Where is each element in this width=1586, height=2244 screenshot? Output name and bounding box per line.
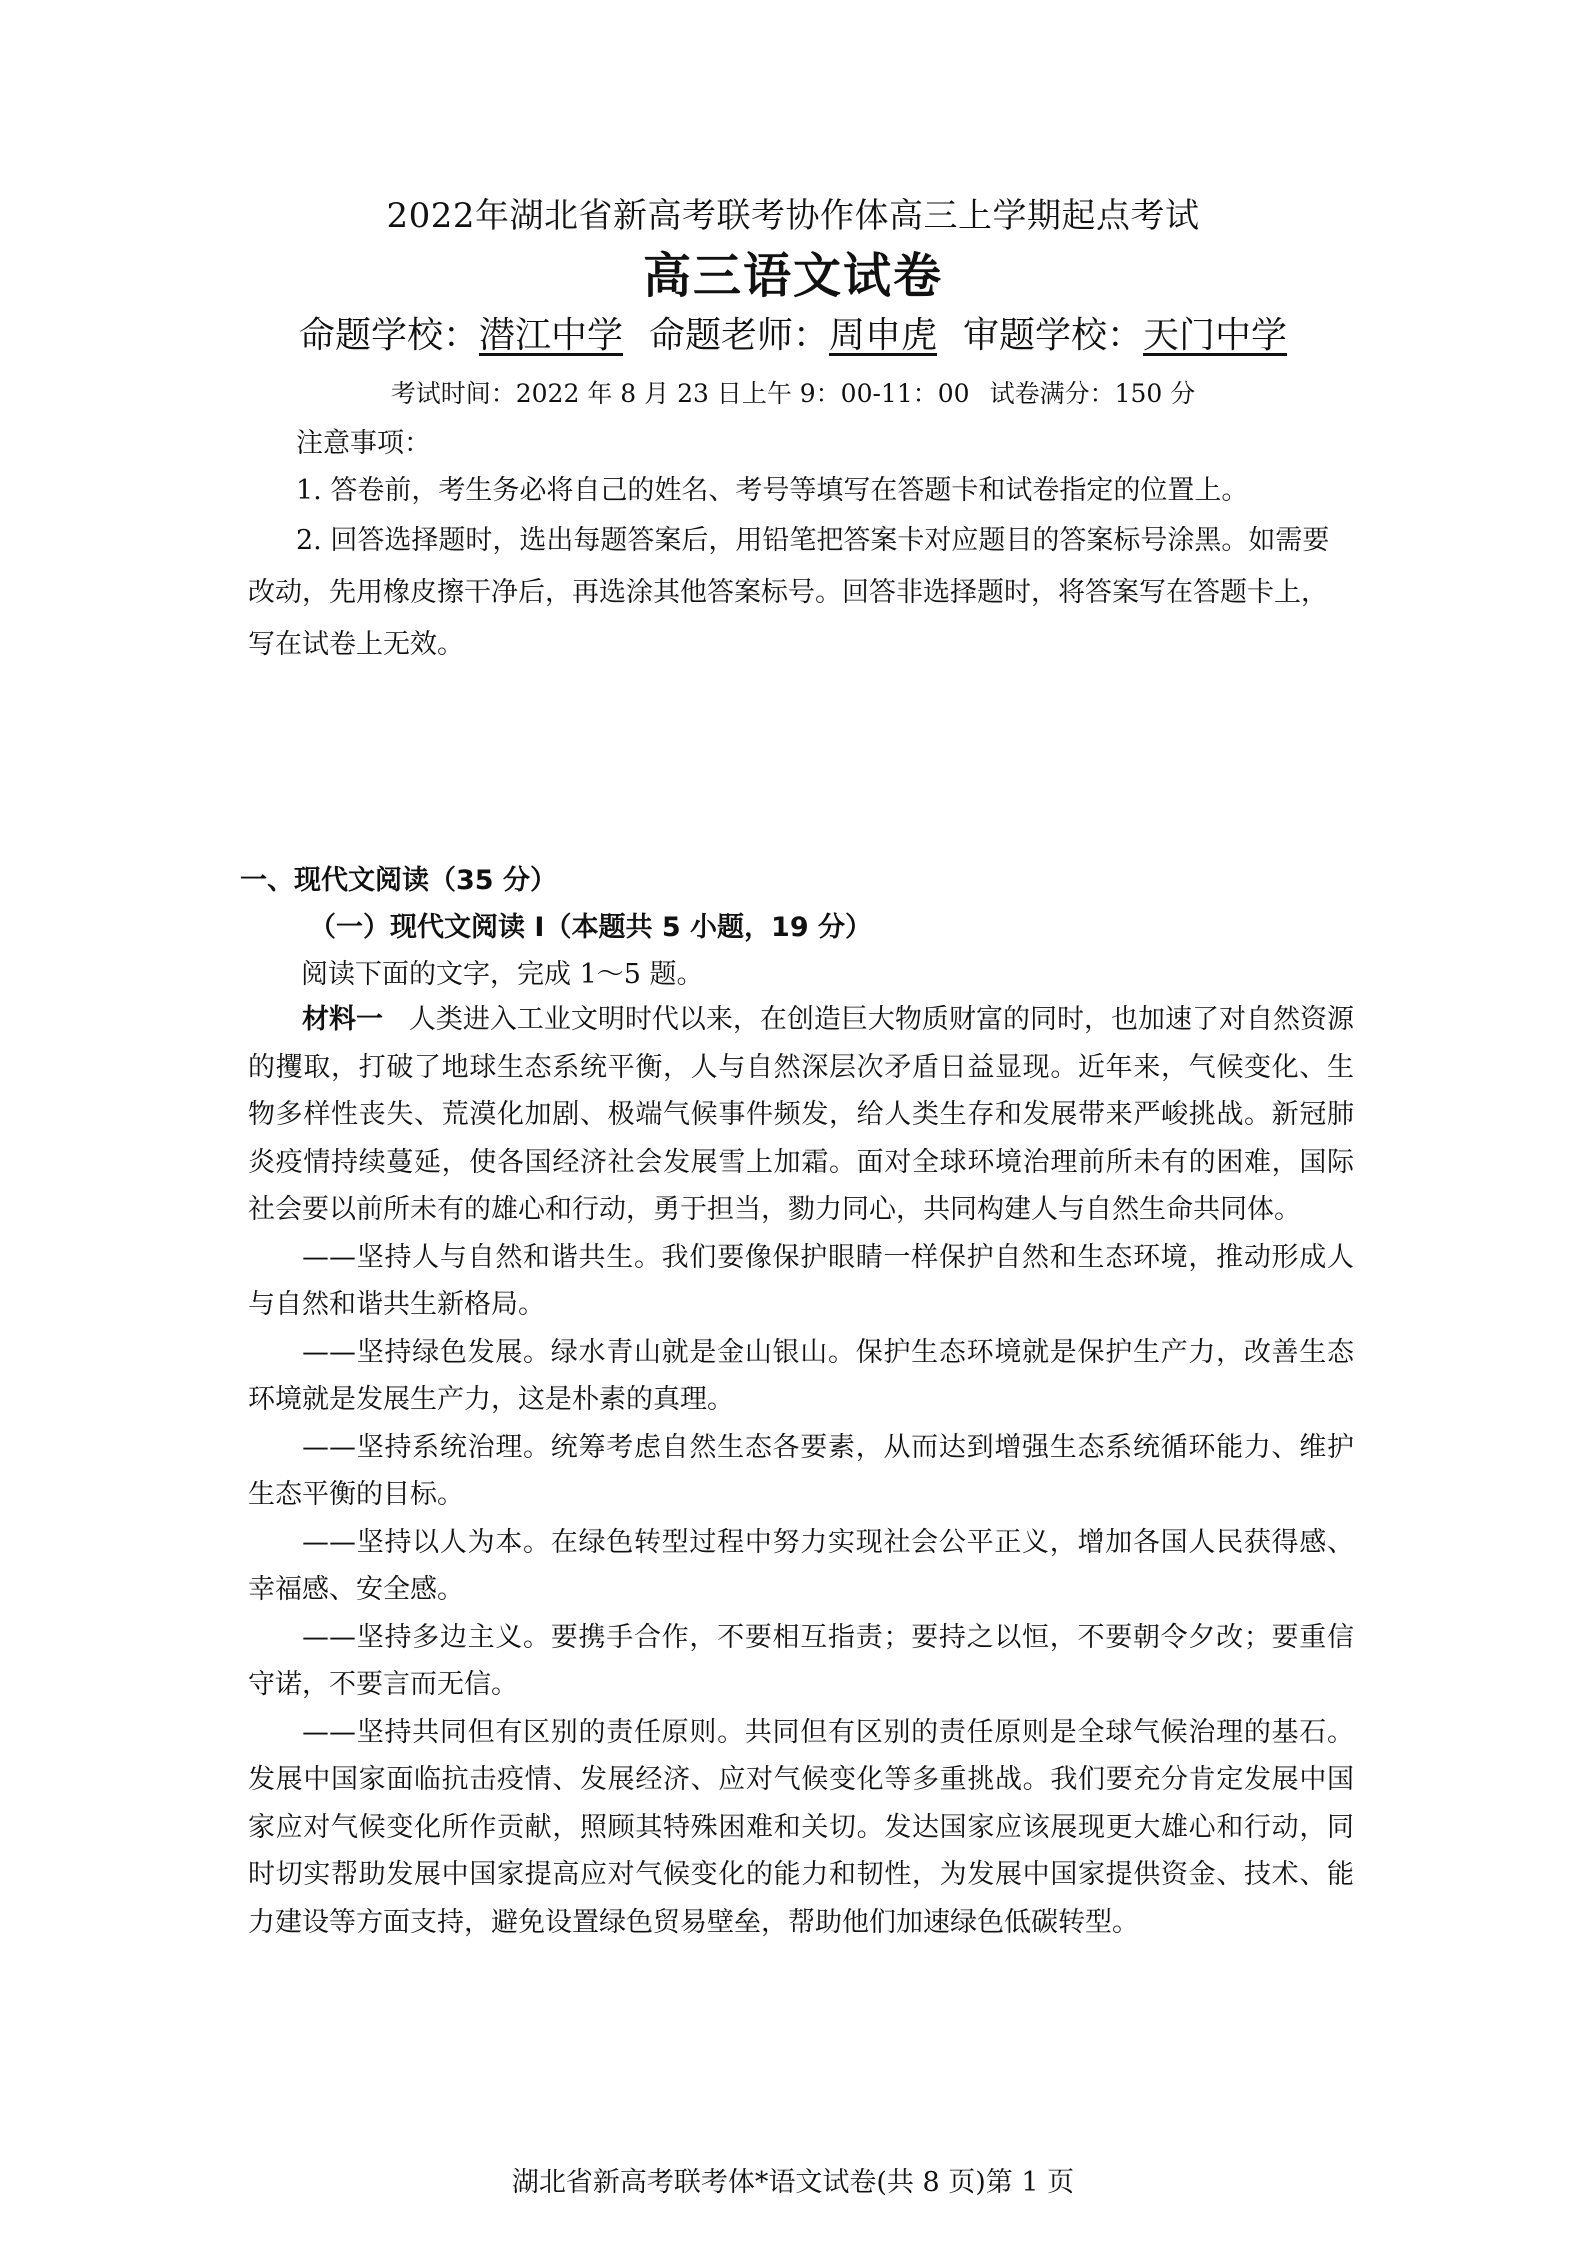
notice-item-1: 1. 答卷前，考生务必将自己的姓名、考号等填写在答题卡和试卷指定的位置上。 — [296, 475, 1249, 506]
subsection-heading: （一）现代文阅读 I（本题共 5 小题，19 分） — [309, 912, 873, 943]
reviewer-school-label: 审题学校： — [963, 315, 1144, 356]
exam-title: 2022年湖北省新高考联考协作体高三上学期起点考试 — [386, 196, 1200, 236]
notice-item-2: 2. 回答选择题时，选出每题答案后，用铅笔把答案卡对应题目的答案标号涂黑。如需要改动，先用橡皮擦干净后，再选涂其他答案标号。回答非选择题时，将答案写在答题卡上，写在试卷上无效。 — [248, 525, 1330, 660]
proposer-teacher: 周申虎 — [829, 315, 938, 356]
exam-credits — [0, 307, 1586, 358]
proposer-school-label: 命题学校： — [298, 315, 479, 356]
passage-paragraph: ——坚持多边主义。要携手合作，不要相互指责；要持之以恒，不要朝令夕改；要重信守诺，不要言而无信。 — [248, 1621, 1354, 1700]
passage-paragraph: ——坚持系统治理。统筹考虑自然生态各要素，从而达到增强生态系统循环能力、维护生态平衡的目标。 — [248, 1431, 1354, 1510]
notice-heading: 注意事项： — [296, 428, 431, 459]
passage-paragraph: ——坚持绿色发展。绿水青山就是金山银山。保护生态环境就是保护生产力，改善生态环境就是发展生产力，这是朴素的真理。 — [248, 1336, 1354, 1415]
section-heading: 一、现代文阅读（35 分） — [240, 865, 557, 896]
reviewer-school: 天门中学 — [1143, 315, 1288, 356]
passage-paragraph: ——坚持人与自然和谐共生。我们要像保护眼睛一样保护自然和生态环境，推动形成人与自然和谐共生新格局。 — [248, 1241, 1354, 1320]
passage-paragraph: ——坚持以人为本。在绿色转型过程中努力实现社会公平正义，增加各国人民获得感、幸福感、安全感。 — [248, 1526, 1354, 1605]
exam-subtitle: 高三语文试卷 — [642, 248, 943, 304]
exam-time: 考试时间：2022 年 8 月 23 日上午 9：00-11：00 — [390, 379, 970, 408]
passage-paragraph: ——坚持共同但有区别的责任原则。共同但有区别的责任原则是全球气候治理的基石。发展中国家面临抗击疫情、发展经济、应对气候变化等多重挑战。我们要充分肯定发展中国家应对气候变化所作贡献，照顾其特殊困难和关切。发达国家应该展现更大雄心和行动，同时切实帮助发展中国家提高应对气候变化的能力和韧性，为发展中国家提供资金、技术、能力建设等方面支持，避免设置绿色贸易壁垒，帮助他们加速绿色低碳转型。 — [248, 1716, 1354, 1938]
page-footer: 湖北省新高考联考体*语文试卷(共 8 页)第 1 页 — [511, 2167, 1075, 2198]
reading-instruction: 阅读下面的文字，完成 1～5 题。 — [301, 959, 704, 990]
reading-passage — [248, 996, 1354, 1946]
proposer-school: 潜江中学 — [478, 315, 623, 356]
passage-intro: 材料一 人类进入工业文明时代以来，在创造巨大物质财富的同时，也加速了对自然资源的攫取，打破了地球生态系统平衡，人与自然深层次矛盾日益显现。近年来，气候变化、生物多样性丧失、荒漠化加剧、极端气候事件频发，给人类生存和发展带来严峻挑战。新冠肺炎疫情持续蔓延，使各国经济社会发展雪上加霜。面对全球环境治理前所未有的困难，国际社会要以前所未有的雄心和行动，勇于担当，勠力同心，共同构建人与自然生命共同体。 — [248, 1004, 1355, 1225]
full-score: 试卷满分：150 分 — [989, 379, 1196, 408]
exam-info — [0, 374, 1586, 410]
proposer-teacher-label: 命题老师： — [648, 315, 829, 356]
material-label: 材料一 — [302, 1004, 384, 1035]
